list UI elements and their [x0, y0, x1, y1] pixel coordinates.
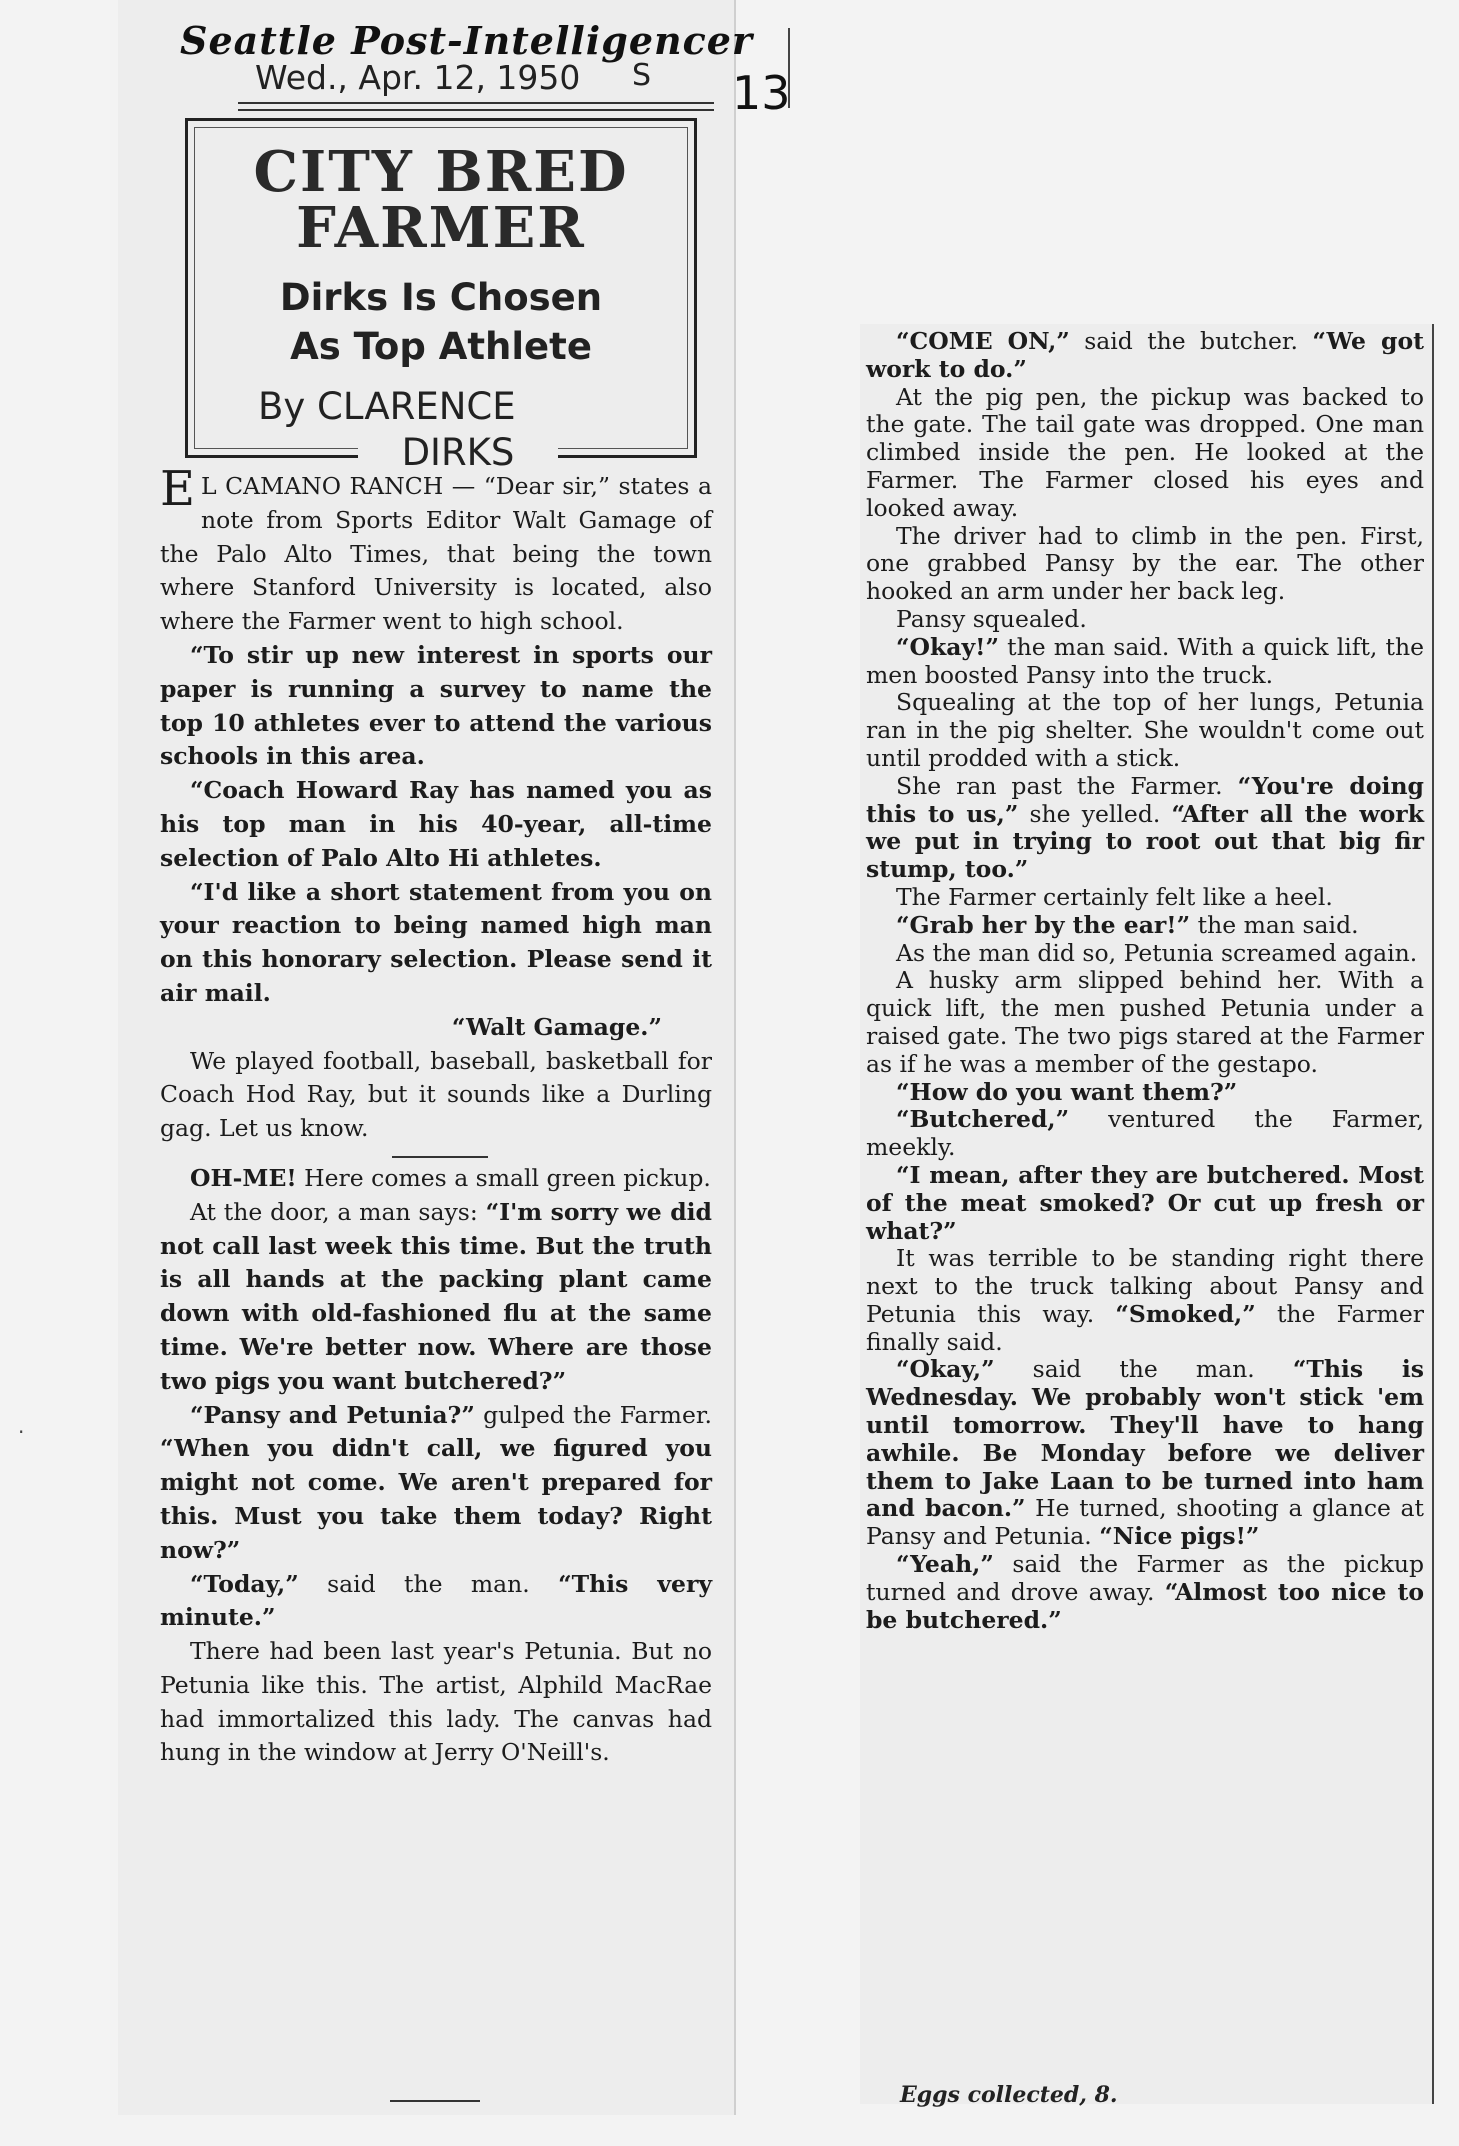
paragraph-text: said the butcher. — [1084, 327, 1298, 355]
subheadline-line2: As Top Athlete — [290, 325, 592, 368]
quote-text: “COME ON,” — [896, 327, 1070, 355]
paragraph — [866, 1106, 1424, 1162]
paragraph: “To stir up new interest in sports our paper is running a survey to name the top 10 athletes ever to attend the various schools in this area. — [160, 640, 712, 771]
column-end-rule — [390, 2100, 480, 2102]
paragraph: As the man did so, Petunia screamed again. — [896, 938, 1418, 967]
paragraph-text: the man said. — [1197, 910, 1359, 939]
quote-text: “You're doing this to us,” — [866, 771, 1424, 828]
issue-date: Wed., Apr. 12, 1950 — [255, 58, 581, 97]
paragraph: “How do you want them?” — [896, 1077, 1238, 1106]
byline: By CLARENCE — [258, 385, 516, 428]
paragraph — [866, 1245, 1424, 1356]
paragraph: The driver had to climb in the pen. First, one grabbed Pansy by the ear. The other hooked an arm under her back leg. — [866, 521, 1424, 606]
quote-text: “Nice pigs!” — [1099, 1522, 1260, 1551]
quote-text: “Smoked,” — [1115, 1299, 1256, 1328]
paragraph-text: the Farmer finally said. — [866, 1299, 1424, 1356]
quote-text: “Almost too nice to be butchered.” — [866, 1577, 1424, 1634]
paragraph-text: said the Farmer as the pickup turned and drove away. — [866, 1550, 1424, 1606]
masthead — [60, 8, 791, 120]
paragraph — [160, 461, 712, 639]
paragraph — [160, 1162, 712, 1196]
paragraph — [866, 773, 1424, 884]
paragraph — [160, 1196, 712, 1399]
paragraph-text: It was terrible to be standing right there next to the truck talking about Pansy and Petunia this way. — [866, 1244, 1424, 1328]
paragraph — [866, 1551, 1424, 1634]
quote-text: “Okay!” — [896, 632, 999, 661]
paragraph — [866, 1356, 1424, 1551]
paragraph-text: said the man. — [327, 1569, 530, 1598]
masthead-divider — [788, 28, 790, 108]
quote-text: “Okay,” — [896, 1355, 995, 1384]
scan-speck: · — [18, 1420, 25, 1444]
headline-title-line1: CITY BRED — [253, 139, 629, 205]
page-number: 13 — [732, 66, 791, 120]
byline-name: DIRKS — [358, 431, 558, 474]
paragraph: A husky arm slipped behind her. With a quick lift, the men pushed Petunia under a raised gate. The two pigs stared at the Farmer as if he was a member of the gestapo. — [866, 966, 1424, 1078]
quote-text: “We got work to do.” — [866, 327, 1424, 383]
paragraph: “Coach Howard Ray has named you as his top man in his 40-year, all-time selection of Palo Alto Hi athletes. — [160, 776, 712, 872]
paragraph: At the pig pen, the pickup was backed to the gate. The tail gate was dropped. One man climbed inside the pen. He looked at the Farmer. The Farmer closed his eyes and looked away. — [866, 382, 1424, 522]
quote-text: “This is Wednesday. We probably won't stick 'em until tomorrow. They'll have to hang awhile. Be Monday before we deliver them to Jake Laan to be turned into ham and bacon.” — [866, 1355, 1424, 1523]
paragraph: Pansy squealed. — [896, 604, 1087, 633]
paragraph-text: ventured the Farmer, meekly. — [866, 1105, 1424, 1162]
paragraph-text: “Dear sir,” states a note from Sports Editor Walt Gamage of the Palo Alto Times, that being the town where Stanford University is located, also where the Farmer went to high school. — [160, 472, 712, 636]
section-separator — [392, 1156, 488, 1158]
drop-cap: E — [160, 461, 196, 517]
quote-text: “Pansy and Petunia?” — [190, 1400, 475, 1429]
paragraph: The Farmer certainly felt like a heel. — [896, 882, 1333, 911]
quote-text: “When you didn't call, we figured you might not come. We aren't prepared for this. Must you take them today? Right now?” — [160, 1434, 712, 1564]
newspaper-name: Seattle Post-Intelligencer — [180, 18, 753, 63]
article-left-column — [160, 461, 712, 1770]
paragraph — [866, 328, 1424, 384]
paragraph: We played football, baseball, basketball for Coach Hod Ray, but it sounds like a Durling gag. Let us know. — [160, 1046, 712, 1143]
quote-text: “Today,” — [190, 1569, 299, 1598]
headline-box — [185, 118, 697, 474]
footer-note: Eggs collected, 8. — [900, 2082, 1118, 2108]
headline-title-line2: FARMER — [296, 195, 586, 261]
quote-text: “Butchered,” — [896, 1105, 1070, 1134]
paragraph: “I mean, after they are butchered. Most of the meat smoked? Or cut up fresh or what?” — [866, 1160, 1424, 1245]
paragraph — [866, 912, 1424, 940]
paragraph-text: At the door, a man says: — [190, 1197, 478, 1226]
masthead-rule — [238, 102, 714, 104]
paragraph-text: she yelled. — [1029, 799, 1161, 828]
quote-text: “This very minute.” — [160, 1569, 712, 1632]
quote-text: “I'm sorry we did not call last week this time. But the truth is all hands at the packing plant came down with old-fashioned flu at the same time. We're better now. Where are those two pigs you want butchered?” — [160, 1197, 712, 1395]
quote-text: “Grab her by the ear!” — [896, 910, 1191, 939]
paragraph: There had been last year's Petunia. But no Petunia like this. The artist, Alphild MacRae had immortalized this lady. The canvas had hung in the window at Jerry O'Neill's. — [160, 1637, 712, 1767]
paragraph-text: gulped the Farmer. — [483, 1400, 712, 1429]
paragraph: Squealing at the top of her lungs, Petunia ran in the pig shelter. She wouldn't come out until prodded with a stick. — [866, 688, 1424, 772]
paragraph-text: Here comes a small green pickup. — [304, 1163, 711, 1192]
paragraph — [160, 1399, 712, 1568]
section-lead: OH-ME! — [190, 1163, 297, 1192]
paragraph-text: He turned, shooting a glance at Pansy and Petunia. — [866, 1494, 1424, 1551]
paragraph — [866, 634, 1424, 690]
quote-text: “After all the work we put in trying to root out that big fir stump, too.” — [866, 799, 1424, 884]
paragraph: “I'd like a short statement from you on your reaction to being named high man on this honorary selection. Please send it air mail. — [160, 877, 712, 1007]
subheadline-line1: Dirks Is Chosen — [279, 276, 603, 319]
masthead-rule — [238, 109, 714, 111]
edition-mark: S — [632, 58, 652, 93]
paragraph-text: said the man. — [1032, 1355, 1255, 1384]
paragraph — [160, 1568, 712, 1636]
paragraph-text: She ran past the Farmer. — [896, 771, 1223, 800]
letter-signature: “Walt Gamage.” — [451, 1012, 662, 1041]
paragraph-text: the man said. With a quick lift, the men boosted Pansy into the truck. — [866, 632, 1424, 689]
article-right-column — [866, 328, 1424, 1634]
quote-text: “Yeah,” — [896, 1550, 994, 1579]
dateline-lead: L CAMANO RANCH — — [201, 472, 476, 500]
